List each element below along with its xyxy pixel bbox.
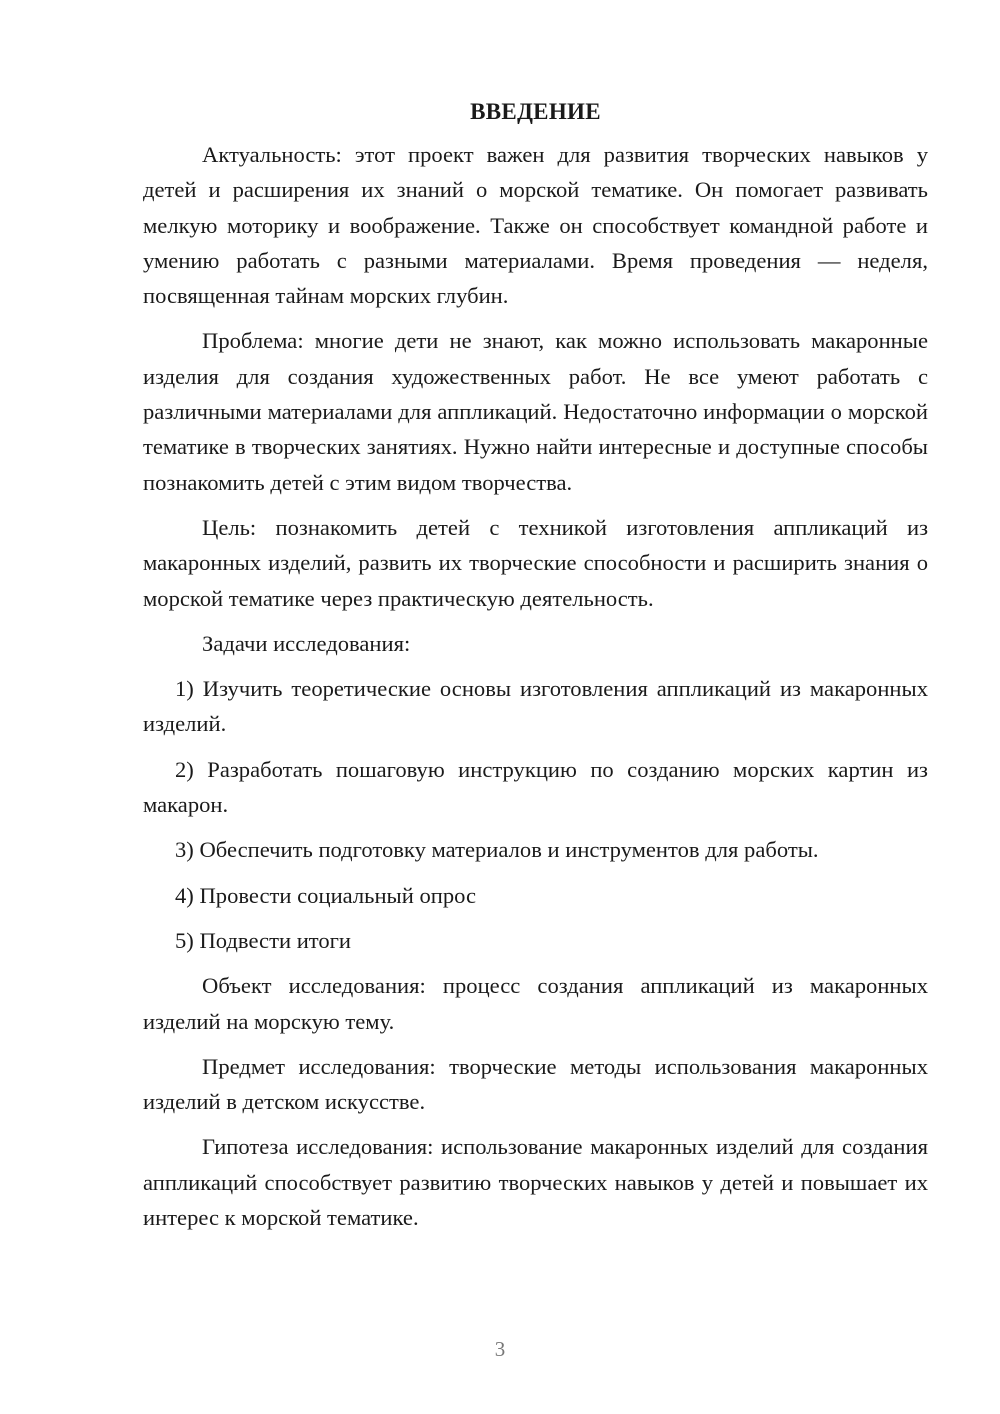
task-item: 1) Изучить теоретические основы изготовления аппликаций из макаронных изделий. [143, 676, 928, 737]
subject-paragraph: Предмет исследования: творческие методы использования макаронных изделий в детском искусстве. [143, 1053, 928, 1115]
task-item: 4) Провести социальный опрос [175, 882, 477, 908]
problem-paragraph: Проблема: многие дети не знают, как можно использовать макаронные изделия для создания художественных работ. Не все умеют работать с различными материалами для аппликаций. Недостаточно информации о морской тематике в творческих занятиях. Нужно найти интересные и доступные способы познакомить детей с этим видом творчества. [143, 328, 928, 495]
task-item: 3) Обеспечить подготовку материалов и инструментов для работы. [175, 837, 819, 863]
task-item: 2) Разработать пошаговую инструкцию по созданию морских картин из макарон. [143, 756, 928, 818]
tasks-list [143, 671, 928, 958]
document-page [143, 95, 928, 1245]
page-number: 3 [494, 1337, 506, 1361]
object-paragraph: Объект исследования: процесс создания аппликаций из макаронных изделий на морскую тему. [143, 973, 928, 1034]
relevance-paragraph: Актуальность: этот проект важен для развития творческих навыков у детей и расширения их знаний о морской тематике. Он помогает развивать мелкую моторику и воображение. Также он способствует командной работе и умению работать с разными материалами. Время проведения — неделя, посвященная тайнам морских глубин. [143, 142, 928, 309]
tasks-heading: Задачи исследования: [202, 630, 411, 656]
hypothesis-paragraph: Гипотеза исследования: использование макаронных изделий для создания аппликаций способствует развитию творческих навыков у детей и повышает их интерес к морской тематике. [143, 1134, 928, 1231]
section-title: ВВЕДЕНИЕ [470, 99, 601, 124]
goal-paragraph: Цель: познакомить детей с техникой изготовления аппликаций из макаронных изделий, развить их творческие способности и расширить знания о морской тематике через практическую деятельность. [143, 514, 928, 611]
task-item: 5) Подвести итоги [175, 927, 352, 953]
